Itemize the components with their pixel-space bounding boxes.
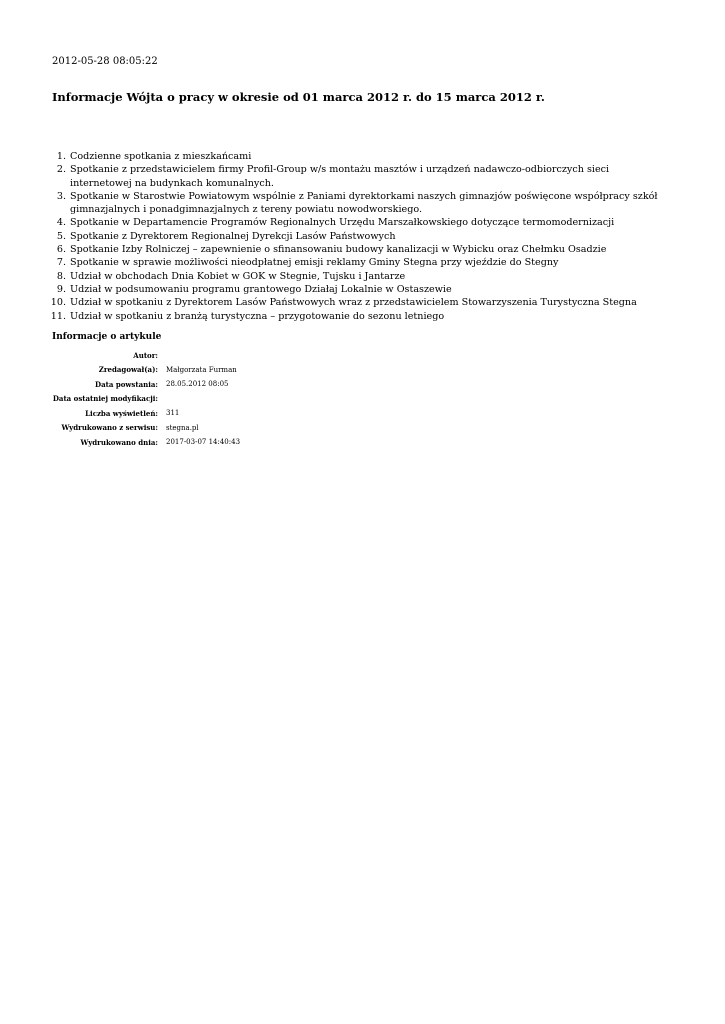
printed-date-value: 2017-03-07 14:40:43 (166, 438, 241, 447)
list-item (52, 256, 662, 269)
view-count-value: 311 (166, 409, 180, 418)
list-item-number: 7. (56, 257, 66, 269)
list-item (52, 163, 662, 190)
list-item-number: 8. (56, 270, 66, 282)
list-item-text: Udział w spotkaniu z Dyrektorem Lasów Państwowych wraz z przedstawicielem Stowarzyszenia Turystyczna Stegna (70, 297, 637, 309)
list-item-text: Udział w spotkaniu z branżą turystyczna – przygotowanie do sezonu letniego (70, 310, 445, 322)
article-info-row (52, 421, 240, 436)
list-item-number: 11. (50, 310, 66, 322)
article-info-table (52, 348, 240, 450)
printed-from-value: stegna.pl (166, 423, 199, 432)
printed-from-label: Wydrukowano z serwisu: (61, 423, 158, 433)
list-item-number: 9. (56, 283, 66, 295)
list-item (52, 243, 662, 256)
author-value (166, 348, 240, 363)
list-item-text: Spotkanie w sprawie możliwości nieodpłatnej emisji reklamy Gminy Stegna przy wjeździe do Stegny (70, 257, 559, 269)
list-item-text: Spotkanie z Dyrektorem Regionalnej Dyrekcji Lasów Państwowych (70, 230, 396, 242)
list-item (52, 310, 662, 323)
printed-date-label: Wydrukowano dnia: (80, 437, 158, 447)
activity-list (52, 150, 662, 323)
modified-date-value (166, 392, 240, 407)
list-item-number: 1. (56, 151, 66, 162)
article-info-row (52, 377, 240, 392)
editor-value: Małgorzata Furman (166, 365, 237, 374)
article-info-row (52, 406, 240, 421)
list-item (52, 270, 662, 283)
article-info-row (52, 392, 240, 407)
list-item-text: Udział w podsumowaniu programu grantowego Działaj Lokalnie w Ostaszewie (70, 283, 452, 295)
document-timestamp: 2012-05-28 08:05:22 (52, 56, 158, 67)
list-item (52, 150, 662, 163)
list-item-number: 6. (56, 244, 66, 256)
list-item-text: Spotkanie w Starostwie Powiatowym wspólnie z Paniami dyrektorkami naszych gimnazjów poświęcone współpracy szkół gimnazjalnych i ponadgimnazjalnych z tereny powiatu nowodworskiego. (70, 190, 658, 216)
list-item-text: Udział w obchodach Dnia Kobiet w GOK w Stegnie, Tujsku i Jantarze (70, 270, 406, 282)
list-item-text: Codzienne spotkania z mieszkańcami (70, 151, 252, 162)
list-item-text: Spotkanie w Departamencie Programów Regionalnych Urzędu Marszałkowskiego dotyczące termomodernizacji (70, 217, 615, 229)
list-item (52, 230, 662, 243)
article-info-row (52, 363, 240, 378)
list-item-text: Spotkanie z przedstawicielem firmy Profil-Group w/s montażu masztów i urządzeń nadawczo-odbiorczych sieci internetowej na budynkach komunalnych. (70, 164, 610, 189)
article-info-heading: Informacje o artykule (52, 332, 162, 342)
list-item-number: 2. (56, 164, 66, 176)
article-info-row (52, 348, 240, 363)
list-item-number: 5. (56, 230, 66, 242)
modified-date-label: Data ostatniej modyfikacji: (52, 394, 158, 404)
view-count-label: Liczba wyświetleń: (85, 408, 158, 418)
author-label: Autor: (133, 350, 158, 360)
document-title: Informacje Wójta o pracy w okresie od 01 marca 2012 r. do 15 marca 2012 r. (52, 90, 545, 104)
article-info-row (52, 435, 240, 450)
list-item (52, 216, 662, 229)
list-item (52, 190, 662, 217)
list-item-number: 4. (56, 217, 66, 229)
list-item-number: 10. (50, 297, 66, 309)
created-date-value: 28.05.2012 08:05 (166, 380, 229, 389)
list-item (52, 283, 662, 296)
list-item-number: 3. (56, 190, 66, 202)
editor-label: Zredagował(a): (98, 365, 158, 375)
list-item (52, 296, 662, 309)
list-item-text: Spotkanie Izby Rolniczej – zapewnienie o sfinansowaniu budowy kanalizacji w Wybicku oraz Chełmku Osadzie (70, 244, 607, 256)
created-date-label: Data powstania: (95, 379, 158, 389)
